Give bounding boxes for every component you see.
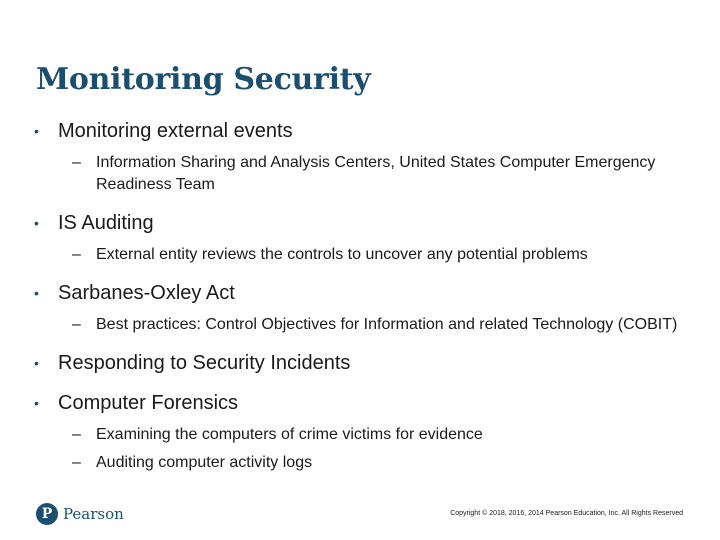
sub-bullet-item xyxy=(30,452,700,474)
pearson-logo-icon: P xyxy=(36,503,58,525)
bullet-marker: • xyxy=(34,123,39,139)
bullet-text: IS Auditing xyxy=(58,212,154,234)
sub-bullet-item xyxy=(30,424,700,446)
pearson-logo-text: Pearson xyxy=(63,505,124,523)
bullet-text: Responding to Security Incidents xyxy=(58,352,351,374)
sub-bullet-marker: – xyxy=(72,426,81,443)
sub-bullet-text: External entity reviews the controls to uncover any potential problems xyxy=(96,246,588,263)
bullet-item xyxy=(30,350,700,376)
slide-content xyxy=(30,118,700,474)
bullet-marker: • xyxy=(34,355,39,371)
slide-title: Monitoring Security xyxy=(36,62,371,97)
bullet-text: Monitoring external events xyxy=(58,120,293,142)
pearson-logo xyxy=(36,503,124,525)
bullet-item xyxy=(30,210,700,236)
bullet-marker: • xyxy=(34,395,39,411)
bullet-text: Sarbanes-Oxley Act xyxy=(58,282,235,304)
sub-list xyxy=(30,244,700,266)
sub-list xyxy=(30,152,700,196)
bullet-item xyxy=(30,280,700,306)
bullet-marker: • xyxy=(34,285,39,301)
sub-list xyxy=(30,314,700,336)
sub-bullet-marker: – xyxy=(72,316,81,333)
sub-bullet-marker: – xyxy=(72,454,81,471)
sub-bullet-marker: – xyxy=(72,154,81,171)
sub-bullet-item xyxy=(30,152,700,196)
bullet-marker: • xyxy=(34,215,39,231)
sub-bullet-text: Examining the computers of crime victims for evidence xyxy=(96,426,483,443)
sub-bullet-item xyxy=(30,314,700,336)
sub-bullet-item xyxy=(30,244,700,266)
bullet-item xyxy=(30,118,700,144)
bullet-item xyxy=(30,390,700,416)
sub-bullet-text: Information Sharing and Analysis Centers, United States Computer Emergency Readiness Team xyxy=(96,154,656,193)
sub-list xyxy=(30,424,700,474)
copyright-notice: Copyright © 2018, 2016, 2014 Pearson Education, Inc. All Rights Reserved xyxy=(450,510,683,517)
sub-bullet-marker: – xyxy=(72,246,81,263)
sub-bullet-text: Best practices: Control Objectives for Information and related Technology (COBIT) xyxy=(96,316,678,333)
bullet-text: Computer Forensics xyxy=(58,392,239,414)
sub-bullet-text: Auditing computer activity logs xyxy=(96,454,313,471)
